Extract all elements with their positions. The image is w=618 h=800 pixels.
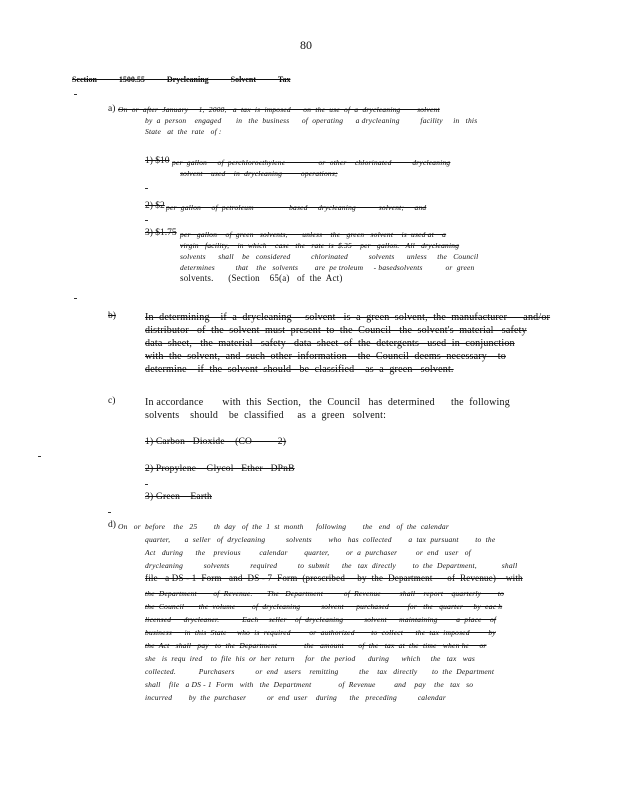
subsection-c-line: In accordance with this Section, the Council has determined the following (145, 397, 510, 408)
item-a1-line: per gallon of perchloroethylene or other chlorinated drycleaning (172, 158, 451, 167)
subsection-d-line: collected. Purchasers or end users remitting the tax directly to the Department (145, 667, 495, 676)
subsection-d-line: licensed drycleaner. Each seller of drycleaning solvent maintaining a place of (145, 615, 497, 624)
blank-marker (145, 484, 148, 485)
blank-marker (108, 512, 111, 513)
page-number: 80 (300, 38, 312, 52)
subsection-b-line: In determining if a drycleaning solvent is a green solvent, the manufacturer and/or (145, 312, 551, 323)
subsection-d-line: On or before the 25 th day of the 1 st month following the end of the calendar (118, 522, 450, 531)
item-a3-line: solvents shall be considered chlorinated solvents unless the Council (180, 252, 479, 261)
section-title: Section 1500.55 Drycleaning Solvent Tax (72, 75, 291, 84)
green-solvent-item: 1) Carbon Dioxide (CO 2) (145, 437, 287, 447)
subsection-d-line: file a DS - 1 Form and DS - 7 Form (prescribed by the Department of Revenue) with (145, 573, 523, 583)
subsection-d-line: business in this State who is required or authorized to collect the tax imposed by (145, 628, 496, 637)
subsection-b-line: data sheet, the material safety data sheet of the detergents used in conjunction (145, 338, 515, 349)
subsection-b-line: with the solvent, and such other information the Council deems necessary to (145, 351, 506, 362)
item-a2-label: 2) $2 (145, 201, 165, 211)
subsection-d-line: quarter, a seller of drycleaning solvents who has collected a tax pursuant to the (145, 535, 496, 544)
subsection-d-line: the Department of Revenue. The Department of Revenue shall report quarterly to (145, 589, 505, 598)
green-solvent-item: 3) Green Earth (145, 492, 212, 502)
blank-marker (38, 456, 41, 457)
item-a3-label: 3) $1.75 (145, 228, 177, 238)
item-a3-line: virgin facility, in which case the rate is $.35 per gallon. All drycleaning (180, 241, 460, 250)
subsection-a-line: State at the rate of : (145, 127, 222, 136)
blank-marker (74, 94, 77, 95)
subsection-a-label: a) (108, 104, 116, 114)
subsection-b-line: distributor of the solvent must present to the Council the solvent's material safety (145, 325, 527, 336)
green-solvent-item: 2) Propylene Glycol Ether DPnB (145, 464, 295, 474)
subsection-d-line: Act during the previous calendar quarter, or a purchaser or end user of (145, 548, 471, 557)
blank-marker (145, 188, 148, 189)
subsection-a-line: On or after January 1, 2008, a tax is imposed on the use of a drycleaning solvent (118, 105, 440, 114)
blank-marker (145, 220, 148, 221)
blank-marker (74, 298, 77, 299)
subsection-b-label: b) (108, 311, 116, 321)
item-a3-line: solvents. (Section 65(a) of the Act) (180, 273, 343, 283)
subsection-c-label: c) (108, 396, 116, 406)
subsection-c-line: solvents should be classified as a green solvent: (145, 410, 387, 421)
subsection-d-line: the Council the volume of drycleaning solvent purchased for the quarter by eac h (145, 602, 503, 611)
item-a3-line: per gallon of green solvents, unless the green solvent is used at a (180, 230, 447, 239)
item-a3-line: determines that the solvents are pe troleum - basedsolvents or green (180, 263, 475, 272)
item-a1-line: solvent used in drycleaning operations; (180, 169, 338, 178)
subsection-a-line: by a person engaged in the business of operating a drycleaning facility in this (145, 116, 478, 125)
subsection-d-label: d) (108, 520, 116, 530)
subsection-d-line: the Act shall pay to the Department the amount of the tax at the time when he or (145, 641, 487, 650)
subsection-d-line: incurred by the purchaser or end user during the preceding calendar (145, 693, 446, 702)
subsection-b-line: determine if the solvent should be classified as a green solvent. (145, 364, 454, 375)
subsection-d-line: drycleaning solvents required to submit the tax directly to the Department, shall (145, 561, 518, 570)
item-a2-line: per gallon of petroleum based drycleaning solvent; and (166, 203, 427, 212)
subsection-d-line: shall file a DS - 1 Form with the Department of Revenue and pay the tax so (145, 680, 474, 689)
item-a1-label: 1) $10 (145, 156, 170, 166)
subsection-d-line: she is requ ired to file his or her return for the period during which the tax was (145, 654, 476, 663)
